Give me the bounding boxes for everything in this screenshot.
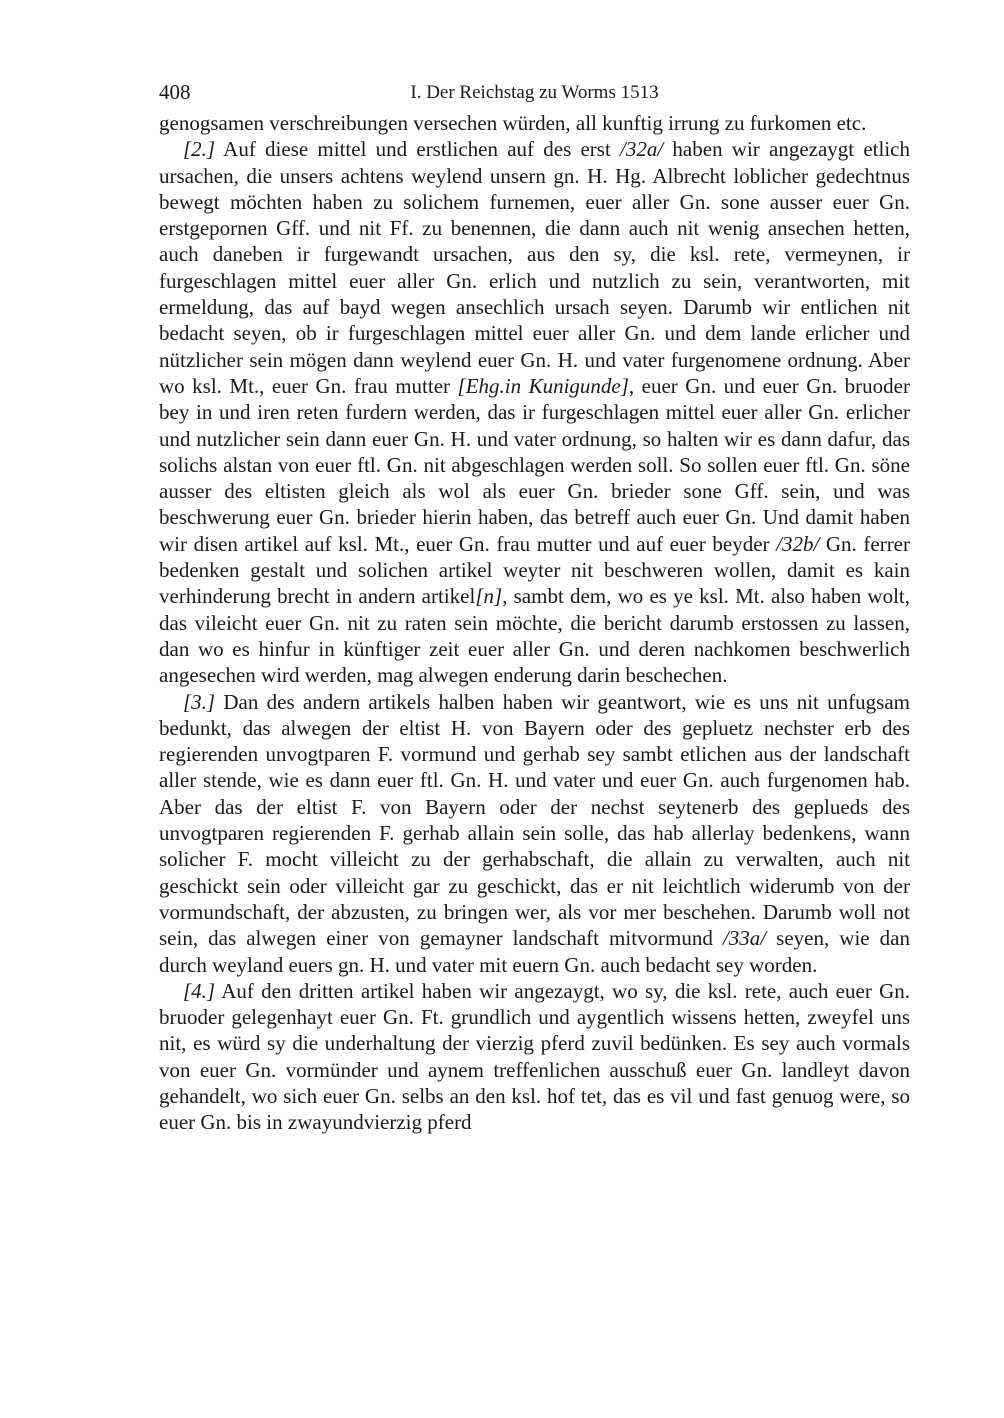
editorial-marker: /32a/ (620, 137, 664, 162)
document-page (159, 76, 910, 1136)
page-header (159, 76, 910, 110)
text-run: seyen, wie dan durch weyland euers gn. H. und vater mit euern Gn. auch bedacht sey worden. (159, 926, 910, 977)
text-run: genogsamen verschreibungen versechen würden, all kunftig irrung zu furkomen etc. (159, 111, 867, 135)
editorial-marker: [n] (475, 584, 503, 609)
text-run: Dan des andern artikels halben haben wir geantwort, wie es uns nit unfugsam bedunkt, das alwegen der eltist H. von Bayern oder des gepluetz nechster erb des regierenden unvogtparen F. vormund und gerhab sey sambt etlichen aus der landschaft aller stende, wie es dann euer ftl. Gn. H. und vater und euer Gn. auch furgenomen hab. Aber das der eltist F. von Bayern oder der nechst seytenerb des geplueds des unvogtparen regierenden F. gerhab allain sein solle, das hab allerlay bedenkens, wann solicher F. mocht villeicht zu der gerhabschaft, die allain zu verwalten, auch nit geschickt sein oder villeicht gar zu geschickt, das er nit leichtlich widerumb von der vormundschaft, der abzusten, zu bringen wer, als vor mer beschehen. Darumb woll not sein, das alwegen einer von gemayner landschaft mitvormund (159, 689, 910, 951)
text-run: Auf diese mittel und erstlichen auf des erst (215, 137, 621, 162)
text-run: , euer Gn. und euer Gn. bruoder bey in und iren reten furdern werden, das ir furgeschlagen mittel euer aller Gn. erlicher und nutzlicher sein dann euer Gn. H. und vater ordnung, so halten wir es dann dafur, das solichs alstan von euer ftl. Gn. nit abgeschlagen werden soll. So sollen euer ftl. Gn. söne ausser des eltisten gleich als wol als euer Gn. brieder sone Gff. sein, und was beschwerung euer Gn. brieder hierin haben, das betreff auch euer Gn. Und damit haben wir disen artikel auf ksl. Mt., euer Gn. frau mutter und auf euer beyder (159, 373, 910, 556)
paragraph-3 (159, 689, 910, 978)
paragraph-continuation (159, 110, 910, 136)
editorial-marker: [3.] (183, 689, 216, 714)
editorial-marker: [4.] (183, 978, 216, 1003)
running-title: I. Der Reichstag zu Worms 1513 (410, 82, 659, 103)
paragraph-4 (159, 978, 910, 1136)
editorial-marker: /33a/ (722, 926, 767, 951)
body-text (159, 110, 910, 1136)
editorial-marker: [2.] (183, 137, 216, 162)
editorial-marker: /32b/ (776, 531, 820, 556)
text-run: Gn. ferrer bedenken gestalt und solichen artikel weyter nit beschweren wollen, damit es kain verhinderung brecht in andern artikel (159, 531, 910, 609)
text-run: Auf den dritten artikel haben wir angezaygt, wo sy, die ksl. rete, auch euer Gn. bruoder gelegenhayt euer Gn. Ft. grundlich und aygentlich wissens hetten, zweyfel uns nit, es würd sy die underhaltung der vierzig pferd zuvil bedünken. Es sey auch vormals von euer Gn. vormünder und aynem treffenlichen ausschuß euer Gn. landleyt davon gehandelt, wo sich euer Gn. selbs an den ksl. hof tet, das es vil und fast genuog were, so euer Gn. bis in zwayundvierzig pferd (159, 978, 910, 1135)
paragraph-2 (159, 136, 910, 688)
page-number: 408 (159, 80, 191, 104)
editorial-marker: [Ehg.in Kunigunde] (457, 373, 629, 398)
text-run: haben wir angezaygt etlich ursachen, die unsers achtens weylend unsern gn. H. Hg. Albrecht loblicher gedechtnus bewegt möchten haben zu solichem furnemen, euer aller Gn. sone ausser euer Gn. erstgepornen Gff. und nit Ff. zu benennen, die dann auch nit wenig ansechen hetten, auch daneben ir furgewandt ursachen, aus den sy, die ksl. rete, vermeynen, ir furgeschlagen mittel euer aller Gn. erlich und nutzlich zu sein, verantworten, mit ermeldung, das auf bayd wegen ansechlich ursach seyen. Darumb wir entlichen nit bedacht seyen, ob ir furgeschlagen mittel euer aller Gn. und dem lande erlicher und nützlicher sein mögen dann weylend euer Gn. H. und vater furgenomene ordnung. Aber wo ksl. Mt., euer Gn. frau mutter (159, 137, 910, 398)
text-run: , sambt dem, wo es ye ksl. Mt. also haben wolt, das vileicht euer Gn. nit zu raten sein möchte, die bericht darumb erstossen zu lassen, dan wo es hinfur in künftiger zeit euer aller Gn. und deren nachkomen beschwerlich angesechen wird werden, mag alwegen enderung darin beschechen. (159, 584, 910, 688)
